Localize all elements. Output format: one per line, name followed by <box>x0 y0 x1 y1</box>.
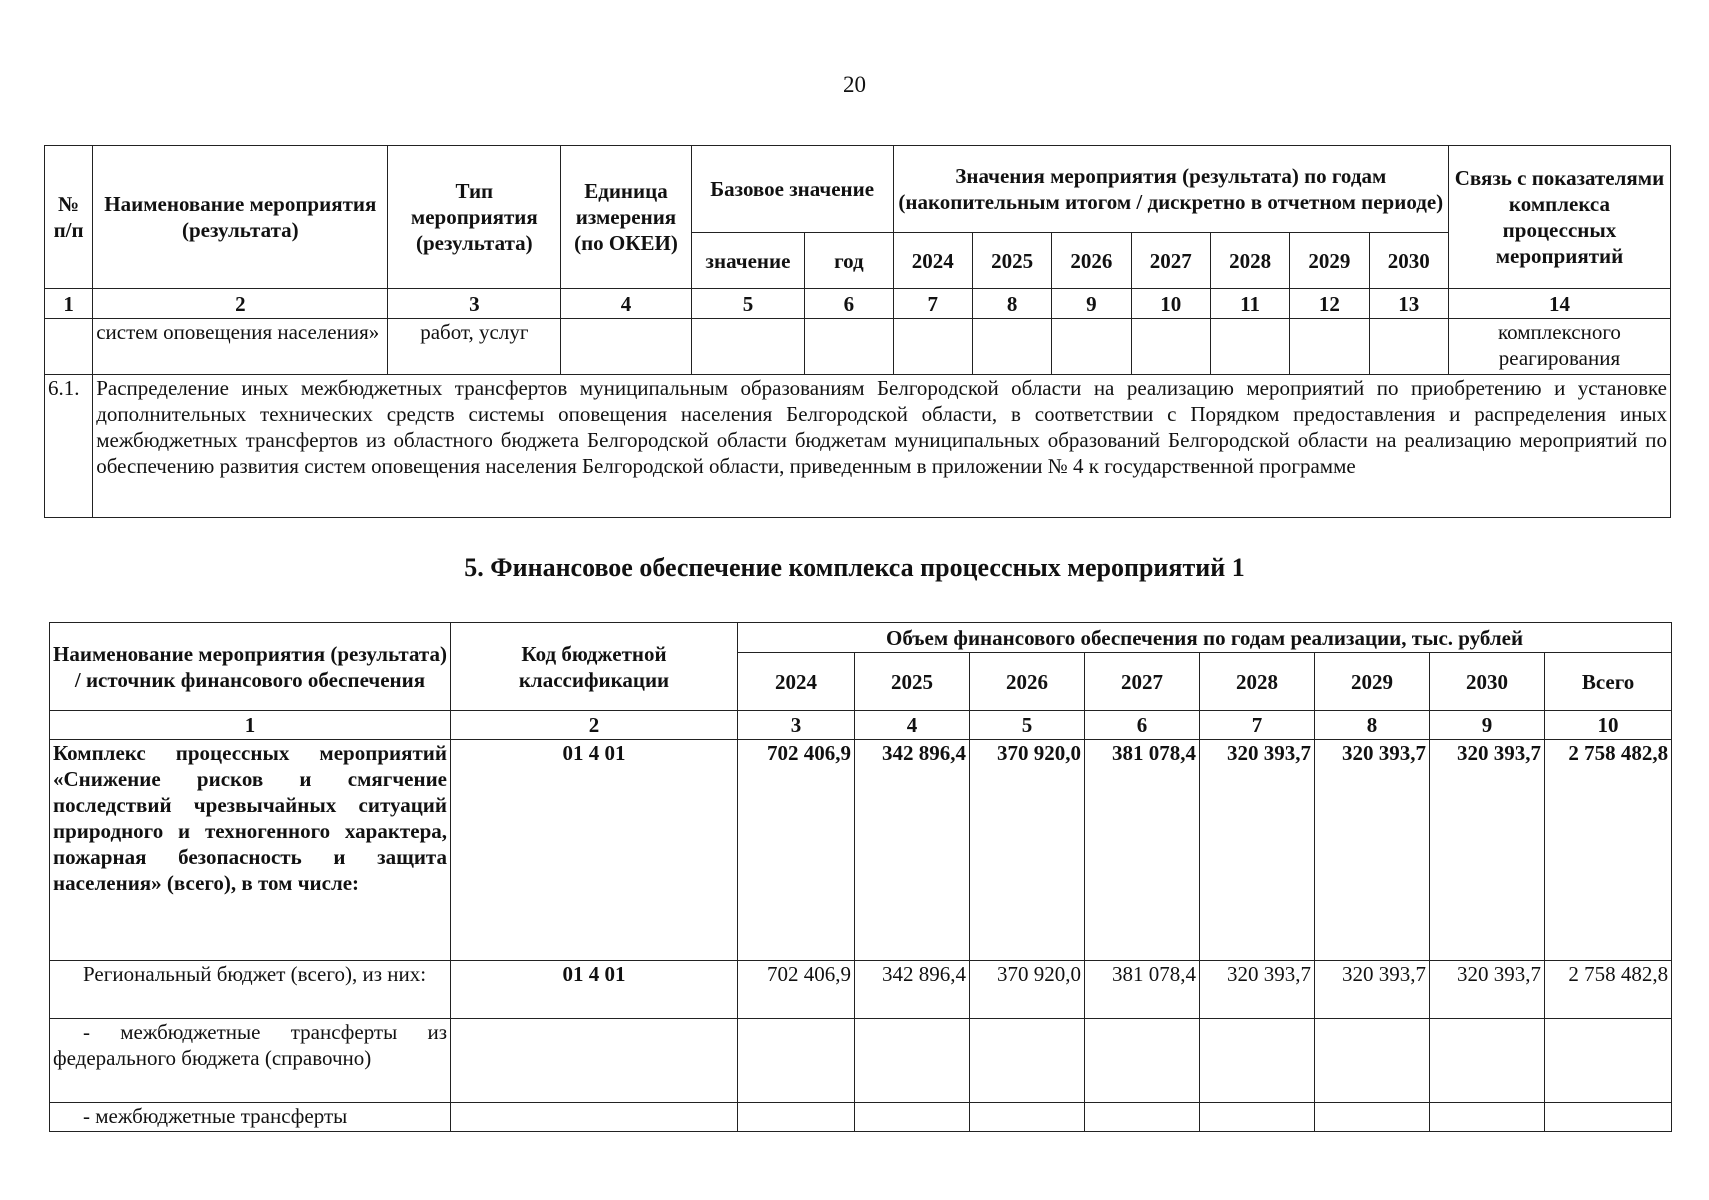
cell-value: 370 920,0 <box>970 961 1085 1019</box>
col-number: 7 <box>1200 711 1315 740</box>
header-name: Наименование мероприятия (результата) / источник финансового обеспечения <box>50 623 451 711</box>
col-number: 14 <box>1448 289 1670 319</box>
header-base-value: значение <box>691 233 804 289</box>
header-year: 2028 <box>1210 233 1289 289</box>
header-link: Связь с показателями комплекса процессных мероприятий <box>1448 146 1670 289</box>
col-number: 6 <box>1085 711 1200 740</box>
cell-value: 320 393,7 <box>1430 740 1545 961</box>
header-total: Всего <box>1545 653 1672 711</box>
col-number: 8 <box>972 289 1051 319</box>
cell-value: 320 393,7 <box>1315 740 1430 961</box>
cell-name: - межбюджетные трансферты из федерального бюджета (справочно) <box>50 1019 451 1103</box>
col-number: 1 <box>50 711 451 740</box>
cell-name: систем оповещения населения» <box>93 319 388 375</box>
section-title: 5. Финансовое обеспечение комплекса процессных мероприятий 1 <box>464 553 1245 582</box>
cell-name: - межбюджетные трансферты <box>50 1103 451 1132</box>
header-year: 2029 <box>1315 653 1430 711</box>
row-number: 6.1. <box>45 375 93 518</box>
col-number: 5 <box>691 289 804 319</box>
financing-table <box>49 622 1672 1132</box>
page-number: 20 <box>843 72 866 97</box>
col-number: 11 <box>1210 289 1289 319</box>
table-row <box>50 740 1672 961</box>
header-year: 2025 <box>855 653 970 711</box>
cell-value: 381 078,4 <box>1085 740 1200 961</box>
table-row <box>45 375 1671 518</box>
header-name: Наименование мероприятия (результата) <box>93 146 388 289</box>
cell-name: Региональный бюджет (всего), из них: <box>50 961 451 1019</box>
header-year: 2027 <box>1085 653 1200 711</box>
header-years-group: Значения мероприятия (результата) по годам (накопительным итогом / дискретно в отчетном периоде) <box>893 146 1448 233</box>
table-row <box>50 1019 1672 1103</box>
header-year: 2030 <box>1430 653 1545 711</box>
col-number: 1 <box>45 289 93 319</box>
header-year: 2024 <box>893 233 972 289</box>
col-number: 10 <box>1545 711 1672 740</box>
cell-value: 702 406,9 <box>738 740 855 961</box>
col-number: 3 <box>738 711 855 740</box>
cell-name: Комплекс процессных мероприятий «Снижение рисков и смягчение последствий чрезвычайных ситуаций природного и техногенного характера, пожарная безопасность и защита населения» (всего), в том числе: <box>50 740 451 961</box>
header-base: Базовое значение <box>691 146 893 233</box>
indicators-table <box>44 145 1671 518</box>
col-number: 4 <box>561 289 692 319</box>
header-group: Объем финансового обеспечения по годам реализации, тыс. рублей <box>738 623 1672 653</box>
cell-value: 2 758 482,8 <box>1545 961 1672 1019</box>
column-numbers-row <box>45 289 1671 319</box>
row-description: Распределение иных межбюджетных трансфертов муниципальным образованиям Белгородской области на реализацию мероприятий по приобретению и установке дополнительных технических средств системы оповещения населения Белгородской области, в соответствии с Порядком предоставления и распределения иных межбюджетных трансфертов из областного бюджета Белгородской области бюджетам муниципальных образований Белгородской области на реализацию мероприятий по обеспечению развития систем оповещения населения Белгородской области, приведенным в приложении № 4 к государственной программе <box>93 375 1671 518</box>
col-number: 13 <box>1369 289 1448 319</box>
cell-code: 01 4 01 <box>451 740 738 961</box>
col-number: 5 <box>970 711 1085 740</box>
cell-value: 2 758 482,8 <box>1545 740 1672 961</box>
cell-value: 320 393,7 <box>1200 740 1315 961</box>
cell-value: 342 896,4 <box>855 740 970 961</box>
col-number: 9 <box>1052 289 1131 319</box>
cell-value: 370 920,0 <box>970 740 1085 961</box>
col-number: 2 <box>93 289 388 319</box>
header-unit: Единица измерения (по ОКЕИ) <box>561 146 692 289</box>
header-base-year: год <box>805 233 893 289</box>
cell-value: 320 393,7 <box>1430 961 1545 1019</box>
cell-value: 320 393,7 <box>1200 961 1315 1019</box>
cell-value: 702 406,9 <box>738 961 855 1019</box>
header-year: 2026 <box>970 653 1085 711</box>
header-year: 2030 <box>1369 233 1448 289</box>
col-number: 8 <box>1315 711 1430 740</box>
header-year: 2027 <box>1131 233 1210 289</box>
cell-type: работ, услуг <box>388 319 561 375</box>
cell-code: 01 4 01 <box>451 961 738 1019</box>
header-year: 2026 <box>1052 233 1131 289</box>
cell-value: 320 393,7 <box>1315 961 1430 1019</box>
table-row <box>45 319 1671 375</box>
cell-value: 342 896,4 <box>855 961 970 1019</box>
header-year: 2025 <box>972 233 1051 289</box>
col-number: 3 <box>388 289 561 319</box>
table-row <box>50 1103 1672 1132</box>
header-year: 2024 <box>738 653 855 711</box>
cell-link: комплексного реагирования <box>1448 319 1670 375</box>
column-numbers-row <box>50 711 1672 740</box>
header-type: Тип мероприятия (результата) <box>388 146 561 289</box>
col-number: 6 <box>805 289 893 319</box>
col-number: 4 <box>855 711 970 740</box>
header-year: 2028 <box>1200 653 1315 711</box>
header-num: № п/п <box>45 146 93 289</box>
table-row <box>50 961 1672 1019</box>
header-year: 2029 <box>1290 233 1369 289</box>
col-number: 9 <box>1430 711 1545 740</box>
col-number: 10 <box>1131 289 1210 319</box>
header-code: Код бюджетной классификации <box>451 623 738 711</box>
col-number: 2 <box>451 711 738 740</box>
cell-value: 381 078,4 <box>1085 961 1200 1019</box>
col-number: 7 <box>893 289 972 319</box>
col-number: 12 <box>1290 289 1369 319</box>
